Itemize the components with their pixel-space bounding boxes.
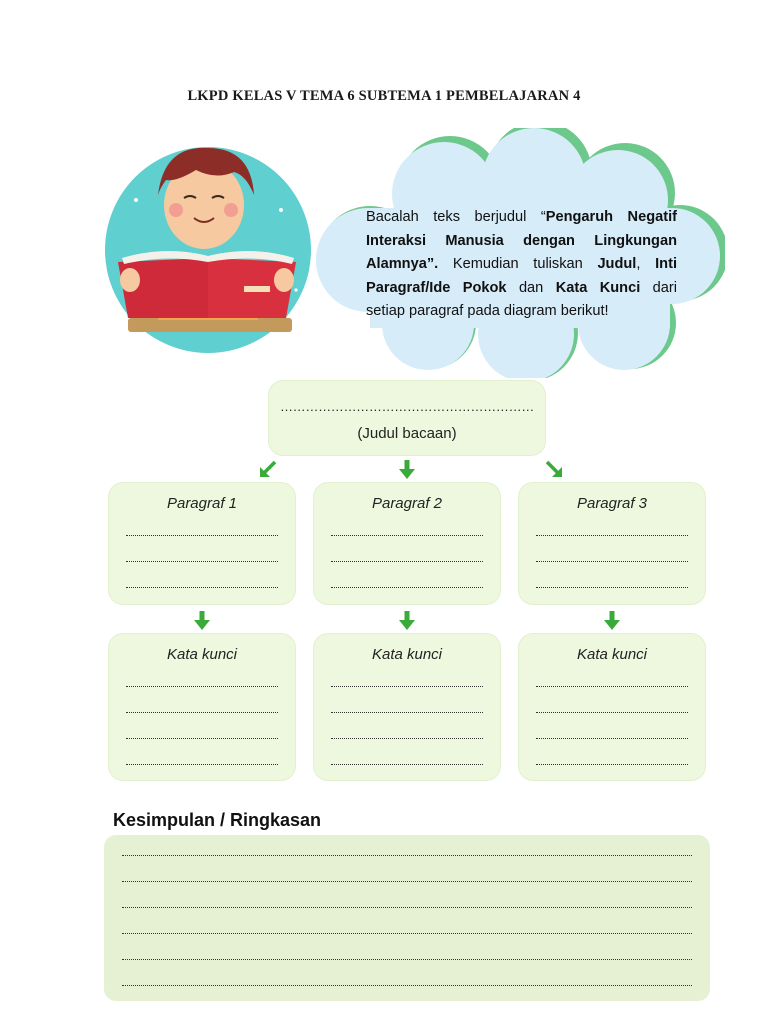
arrow-down-icon bbox=[397, 460, 417, 480]
instruction-text bbox=[366, 206, 677, 324]
answer-line[interactable] bbox=[126, 738, 278, 739]
answer-line[interactable] bbox=[536, 712, 688, 713]
arrow-down-icon bbox=[602, 611, 622, 631]
answer-line[interactable] bbox=[331, 738, 483, 739]
judul-answer-line[interactable]: …………………………………………………… bbox=[279, 399, 534, 414]
answer-line[interactable] bbox=[122, 959, 692, 960]
answer-line[interactable] bbox=[331, 535, 483, 536]
instruction-judul: Judul bbox=[597, 256, 637, 272]
kata-kunci-1-box[interactable] bbox=[109, 634, 295, 780]
instruction-part3: , bbox=[636, 256, 656, 272]
arrow-down-icon bbox=[397, 611, 417, 631]
answer-line[interactable] bbox=[331, 561, 483, 562]
answer-line[interactable] bbox=[536, 561, 688, 562]
answer-line[interactable] bbox=[331, 712, 483, 713]
instruction-inti-paragraf: Inti Paragraf/Ide Pokok bbox=[366, 256, 677, 296]
answer-line[interactable] bbox=[536, 738, 688, 739]
answer-line[interactable] bbox=[122, 855, 692, 856]
instruction-kata-kunci: Kata Kunci bbox=[555, 279, 641, 296]
arrow-down-icon bbox=[192, 611, 212, 631]
kata-kunci-2-box[interactable] bbox=[314, 634, 500, 780]
kata-kunci-label: Kata kunci bbox=[371, 646, 443, 663]
paragraf-2-label: Paragraf 2 bbox=[371, 495, 443, 512]
arrow-down-left-icon bbox=[258, 459, 278, 479]
answer-line[interactable] bbox=[536, 686, 688, 687]
child-reading-illustration bbox=[96, 140, 326, 360]
judul-bacaan-label: (Judul bacaan) bbox=[357, 425, 457, 442]
arrow-down-right-icon bbox=[544, 459, 564, 479]
paragraf-3-box[interactable] bbox=[519, 483, 705, 604]
judul-bacaan-box[interactable] bbox=[269, 381, 545, 455]
kata-kunci-label: Kata kunci bbox=[576, 646, 648, 663]
instruction-part4: dan bbox=[506, 279, 556, 296]
worksheet-title: LKPD KELAS V TEMA 6 SUBTEMA 1 PEMBELAJARAN 4 bbox=[187, 88, 581, 104]
instruction-article-title: Pengaruh Negatif Interaksi Manusia dengan Lingkungan Alamnya”. bbox=[366, 209, 677, 272]
answer-line[interactable] bbox=[331, 686, 483, 687]
kata-kunci-label: Kata kunci bbox=[166, 646, 238, 663]
answer-line[interactable] bbox=[126, 561, 278, 562]
answer-line[interactable] bbox=[122, 985, 692, 986]
instruction-part5: dari setiap paragraf pada diagram berikut! bbox=[366, 279, 677, 319]
paragraf-1-box[interactable] bbox=[109, 483, 295, 604]
kata-kunci-3-box[interactable] bbox=[519, 634, 705, 780]
answer-line[interactable] bbox=[536, 764, 688, 765]
answer-line[interactable] bbox=[126, 712, 278, 713]
answer-line[interactable] bbox=[331, 587, 483, 588]
paragraf-2-box[interactable] bbox=[314, 483, 500, 604]
answer-line[interactable] bbox=[122, 907, 692, 908]
instruction-part2: Kemudian tuliskan bbox=[438, 256, 598, 272]
answer-line[interactable] bbox=[122, 933, 692, 934]
answer-line[interactable] bbox=[122, 881, 692, 882]
paragraf-1-label: Paragraf 1 bbox=[166, 495, 238, 512]
answer-line[interactable] bbox=[126, 764, 278, 765]
answer-line[interactable] bbox=[126, 686, 278, 687]
answer-line[interactable] bbox=[331, 764, 483, 765]
paragraf-3-label: Paragraf 3 bbox=[576, 495, 648, 512]
kesimpulan-box[interactable] bbox=[104, 835, 710, 1001]
instruction-part1: Bacalah teks berjudul “ bbox=[366, 209, 546, 225]
answer-line[interactable] bbox=[126, 587, 278, 588]
answer-line[interactable] bbox=[536, 587, 688, 588]
answer-line[interactable] bbox=[536, 535, 688, 536]
kesimpulan-heading: Kesimpulan / Ringkasan bbox=[113, 810, 322, 830]
answer-line[interactable] bbox=[126, 535, 278, 536]
